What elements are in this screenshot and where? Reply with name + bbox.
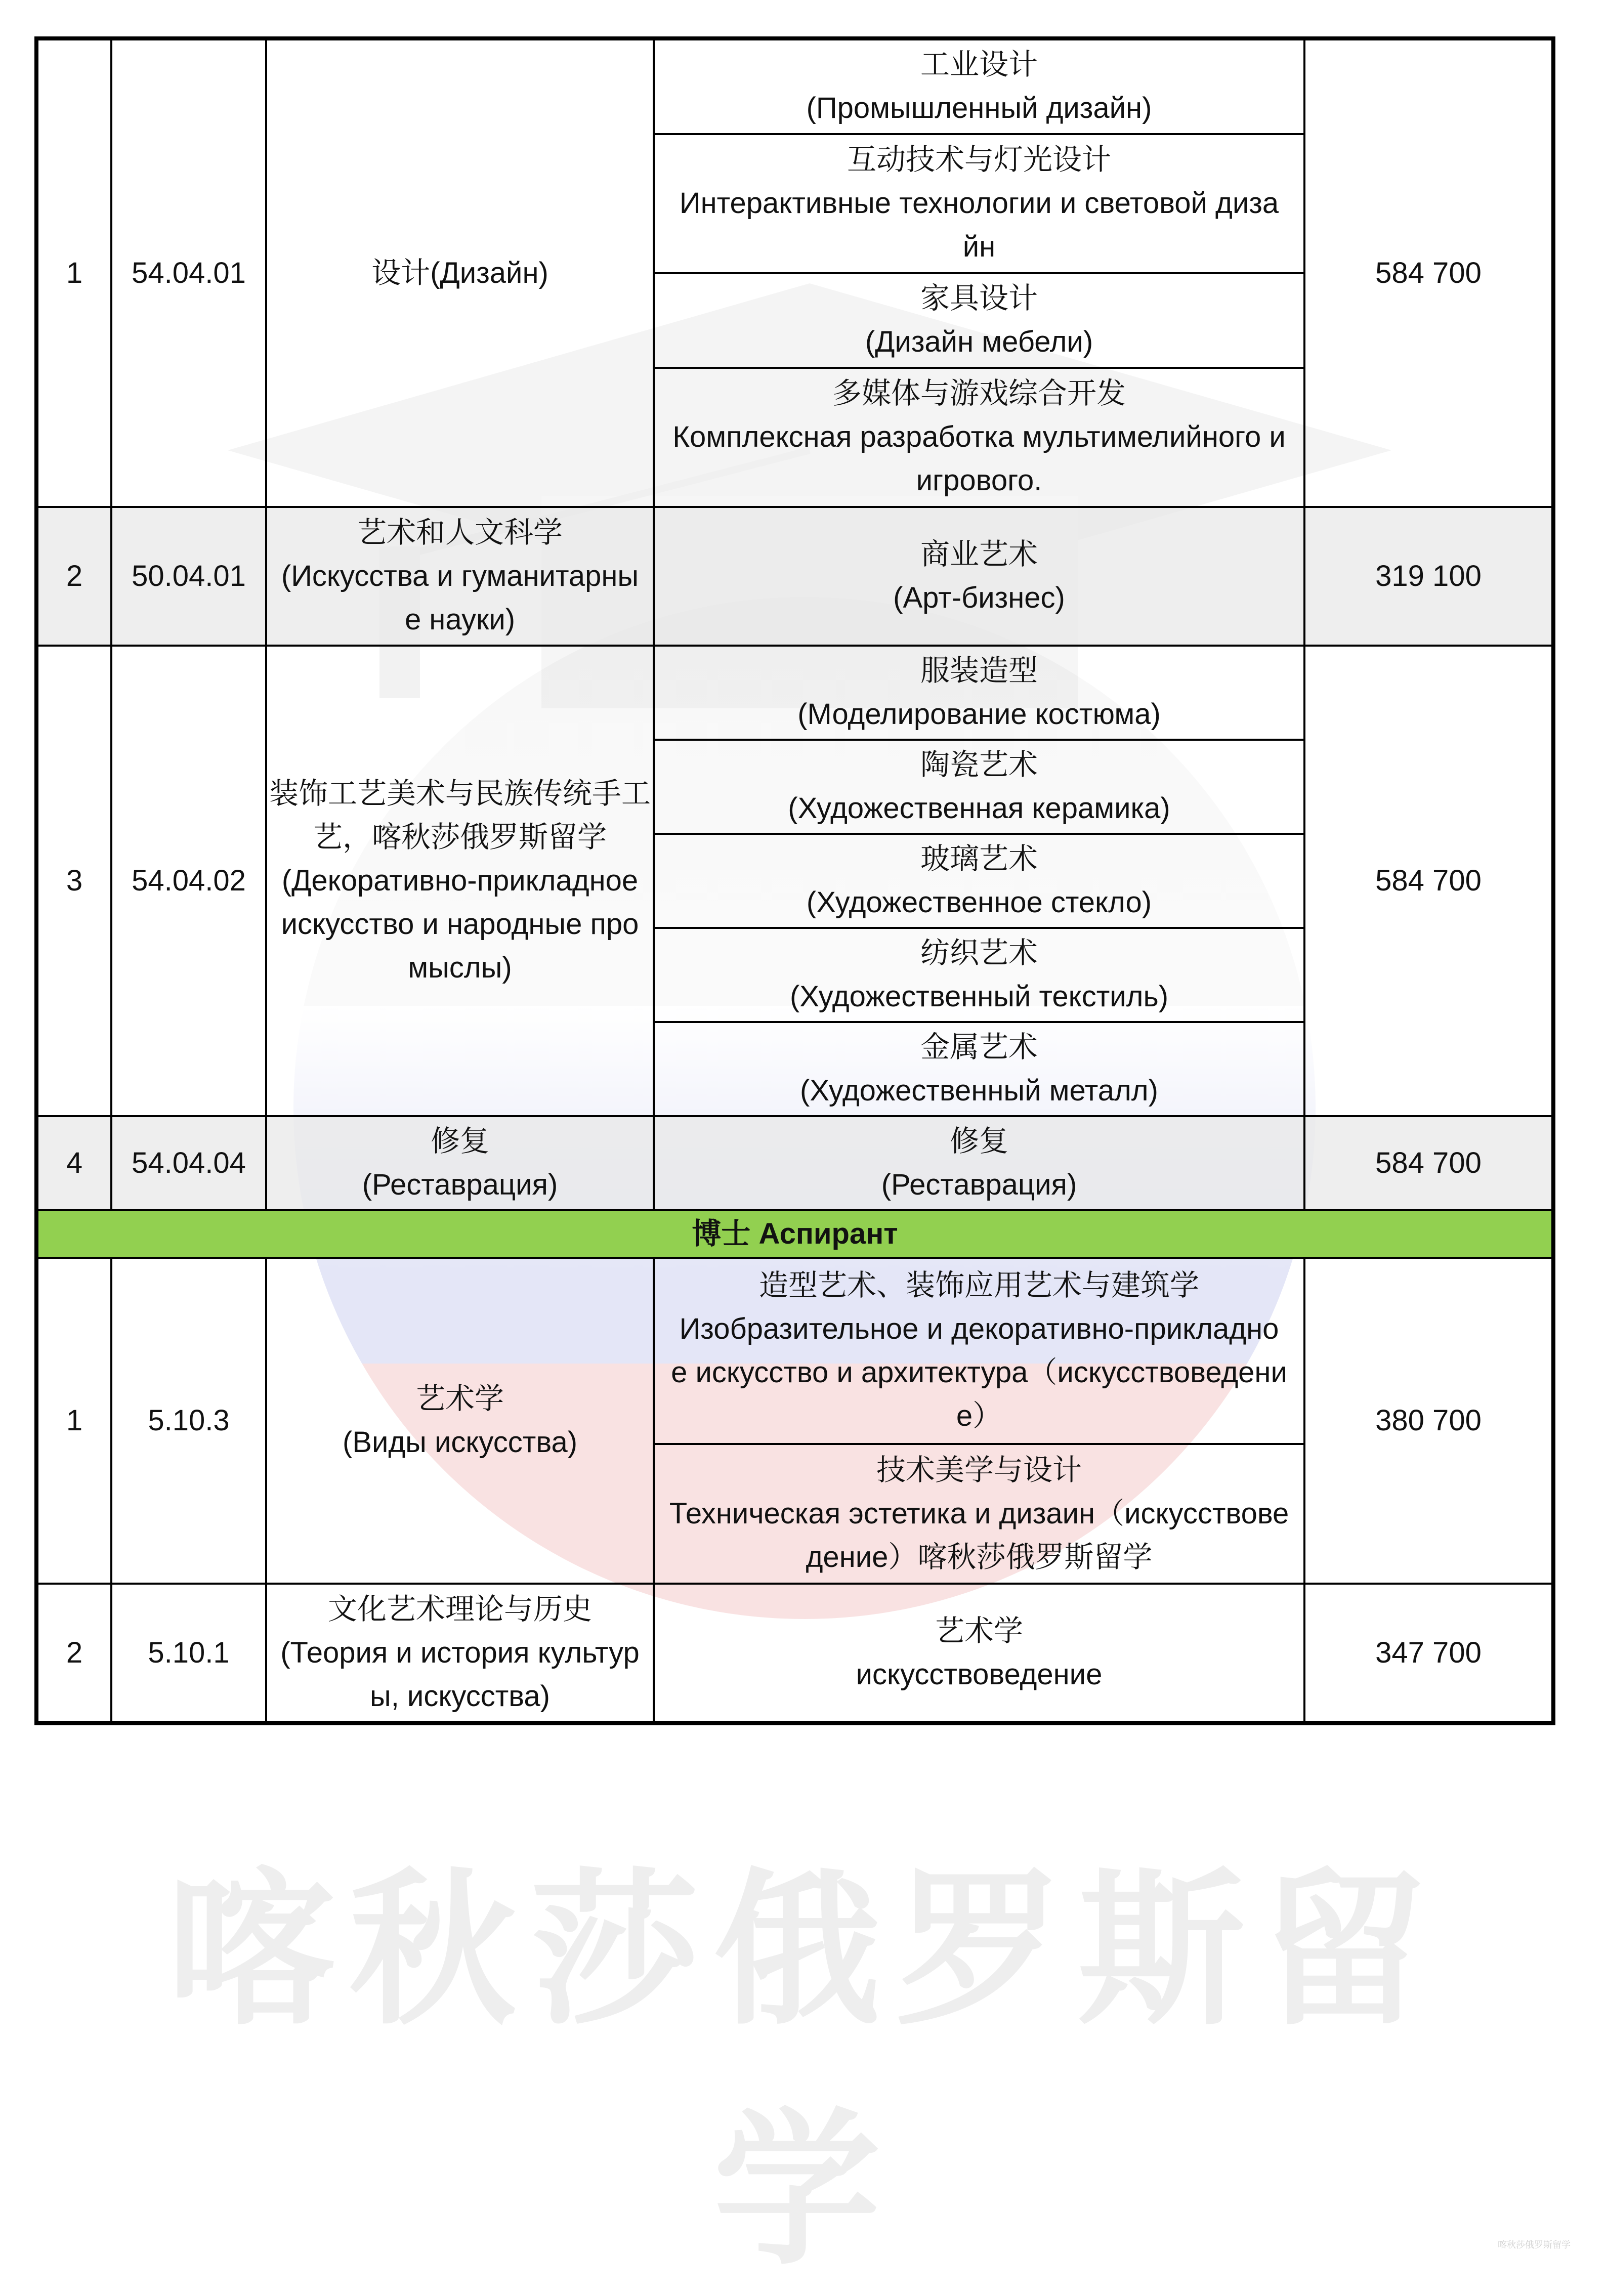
price-cell: 584 700 [1304, 1116, 1553, 1210]
section-heading-row [36, 1210, 1553, 1258]
price-cell: 347 700 [1304, 1584, 1553, 1723]
program-cell: 家具设计 (Дизайн мебели) [654, 273, 1304, 368]
table-row [36, 1116, 1553, 1210]
program-cell: 互动技术与灯光设计 Интерактивные технологии и световой диза йн [654, 134, 1304, 273]
direction-cell: 艺术和人文科学 (Искусства и гуманитарны е науки) [266, 507, 654, 646]
program-cell: 服装造型 (Моделирование костюма) [654, 646, 1304, 740]
price-cell: 319 100 [1304, 507, 1553, 646]
table-row [36, 38, 1553, 134]
program-cell: 造型艺术、装饰应用艺术与建筑学 Изобразительное и декоративно-прикладно е искусство и архитектура（искусствоведени е） [654, 1258, 1304, 1444]
program-cell: 纺织艺术 (Художественный текстиль) [654, 928, 1304, 1022]
program-code: 5.10.1 [111, 1584, 266, 1723]
direction-cell: 设计(Дизайн) [266, 38, 654, 507]
program-cell: 玻璃艺术 (Художественное стекло) [654, 834, 1304, 928]
section-heading: 博士 Аспирант [36, 1210, 1553, 1258]
row-number: 1 [36, 38, 111, 507]
program-code: 54.04.04 [111, 1116, 266, 1210]
direction-cell: 修复 (Реставрация) [266, 1116, 654, 1210]
row-number: 1 [36, 1258, 111, 1584]
table-row [36, 646, 1553, 740]
program-cell: 技术美学与设计 Техническая эстетика и дизаин（искусствове дение）喀秋莎俄罗斯留学 [654, 1444, 1304, 1584]
program-code: 54.04.01 [111, 38, 266, 507]
price-cell: 584 700 [1304, 38, 1553, 507]
program-code: 50.04.01 [111, 507, 266, 646]
program-code: 54.04.02 [111, 646, 266, 1116]
program-cell: 商业艺术 (Арт-бизнес) [654, 507, 1304, 646]
row-number: 2 [36, 1584, 111, 1723]
footer-watermark: 喀秋莎俄罗斯留学 [1498, 2240, 1571, 2250]
program-cell: 多媒体与游戏综合开发 Комплексная разработка мультимелийного и игрового. [654, 368, 1304, 507]
program-cell: 工业设计 (Промышленный дизайн) [654, 38, 1304, 134]
direction-cell: 装饰工艺美术与民族传统手工 艺，喀秋莎俄罗斯留学 (Декоративно-прикладное искусство и народные про мыслы) [266, 646, 654, 1116]
row-number: 2 [36, 507, 111, 646]
program-cell: 金属艺术 (Художественный металл) [654, 1022, 1304, 1116]
table-row [36, 1258, 1553, 1444]
price-cell: 584 700 [1304, 646, 1553, 1116]
program-cell: 陶瓷艺术 (Художественная керамика) [654, 740, 1304, 834]
row-number: 4 [36, 1116, 111, 1210]
price-cell: 380 700 [1304, 1258, 1553, 1584]
programs-table [34, 36, 1555, 1725]
program-cell: 艺术学 искусствоведение [654, 1584, 1304, 1723]
direction-cell: 艺术学 (Виды искусства) [266, 1258, 654, 1584]
direction-cell: 文化艺术理论与历史 (Теория и история культур ы, искусства) [266, 1584, 654, 1723]
watermark-text: 喀秋莎俄罗斯留学 [167, 1851, 1442, 2287]
table-row [36, 1584, 1553, 1723]
row-number: 3 [36, 646, 111, 1116]
program-cell: 修复 (Реставрация) [654, 1116, 1304, 1210]
table-row [36, 507, 1553, 646]
program-code: 5.10.3 [111, 1258, 266, 1584]
